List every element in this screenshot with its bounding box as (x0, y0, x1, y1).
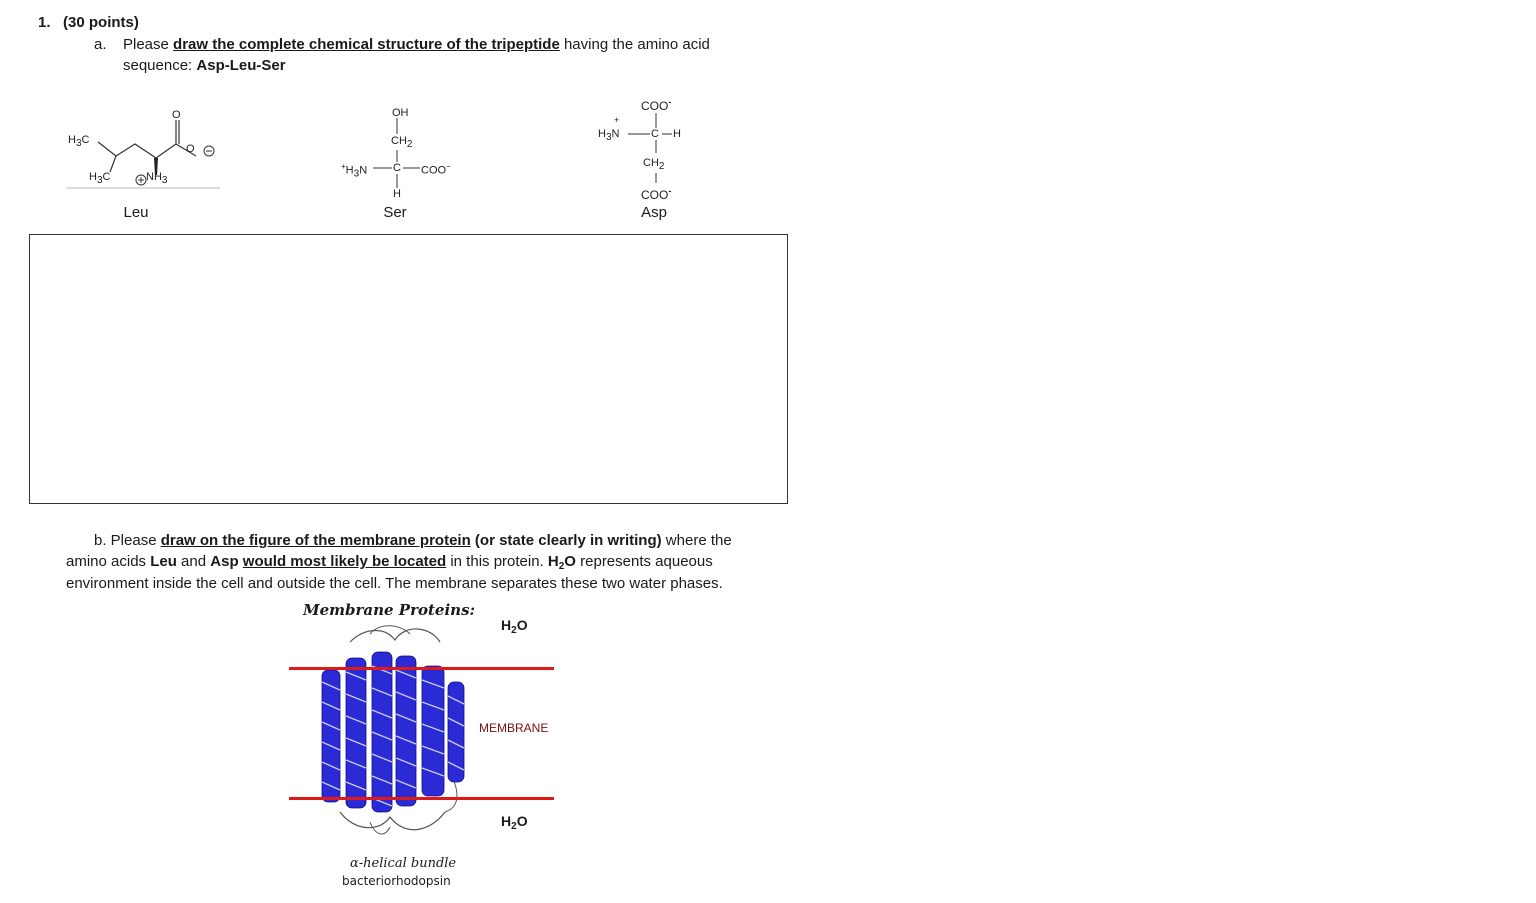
membrane-bottom-line (289, 797, 554, 800)
ser-oh: OH (392, 107, 409, 119)
part-b-line1: b. Please draw on the figure of the membrane protein (or state clearly in writing) where the (94, 532, 732, 549)
figure-title: Membrane Proteins: (303, 601, 476, 619)
asp-plus: + (614, 115, 620, 125)
membrane-top-line (289, 667, 554, 670)
ser-coo: COO− (421, 162, 451, 177)
asp-c: C (651, 128, 659, 140)
leu-h3c-bottom: $H_3C$ (89, 171, 111, 186)
helix-bundle-graphic (310, 622, 480, 842)
part-b-line2: amino acids Leu and Asp would most likely be located in this protein. $H_2O$ represents aqueous (66, 553, 713, 572)
asp-ch2: $CH_2$ (643, 157, 665, 172)
asp-h3n: $H_3N$ (598, 128, 620, 143)
ser-label: Ser (383, 204, 407, 221)
leu-o-minus: O (186, 143, 195, 155)
water-label-top: $H_2O$ (501, 617, 528, 636)
ser-h: H (393, 188, 401, 200)
leu-nh3: $NH_3$ (146, 171, 168, 186)
question-number: 1. (30 points) (38, 14, 139, 31)
question-points: (30 points) (63, 14, 139, 31)
answer-drawing-box[interactable] (29, 234, 788, 504)
ser-c: C (393, 162, 401, 174)
part-a-line2: sequence: Asp-Leu-Ser (123, 57, 286, 74)
membrane-label: MEMBRANE (479, 721, 549, 735)
asp-coo-bottom: COO- (641, 186, 672, 202)
water-label-bottom: $H_2O$ (501, 813, 528, 832)
part-b-line3: environment inside the cell and outside the cell. The membrane separates these two water phases. (66, 575, 723, 592)
ser-ch2: $CH_2$ (391, 135, 413, 150)
part-a-line1: Please draw the complete chemical structure of the tripeptide having the amino acid (123, 36, 710, 53)
figure-caption-1: α-helical bundle (350, 856, 457, 871)
asp-label: Asp (641, 204, 667, 221)
part-a-letter: a. (94, 36, 107, 53)
leu-label: Leu (123, 204, 149, 221)
leu-o-top: O (172, 109, 181, 121)
leu-h3c-top: $H_3C$ (68, 134, 90, 149)
leu-skeleton-lines (60, 100, 230, 195)
figure-caption-2: bacteriorhodopsin (342, 874, 451, 888)
asp-coo-top: COO- (641, 97, 672, 113)
asp-h: H (673, 128, 681, 140)
ser-h3n: $^+H_3N$ (341, 162, 368, 180)
